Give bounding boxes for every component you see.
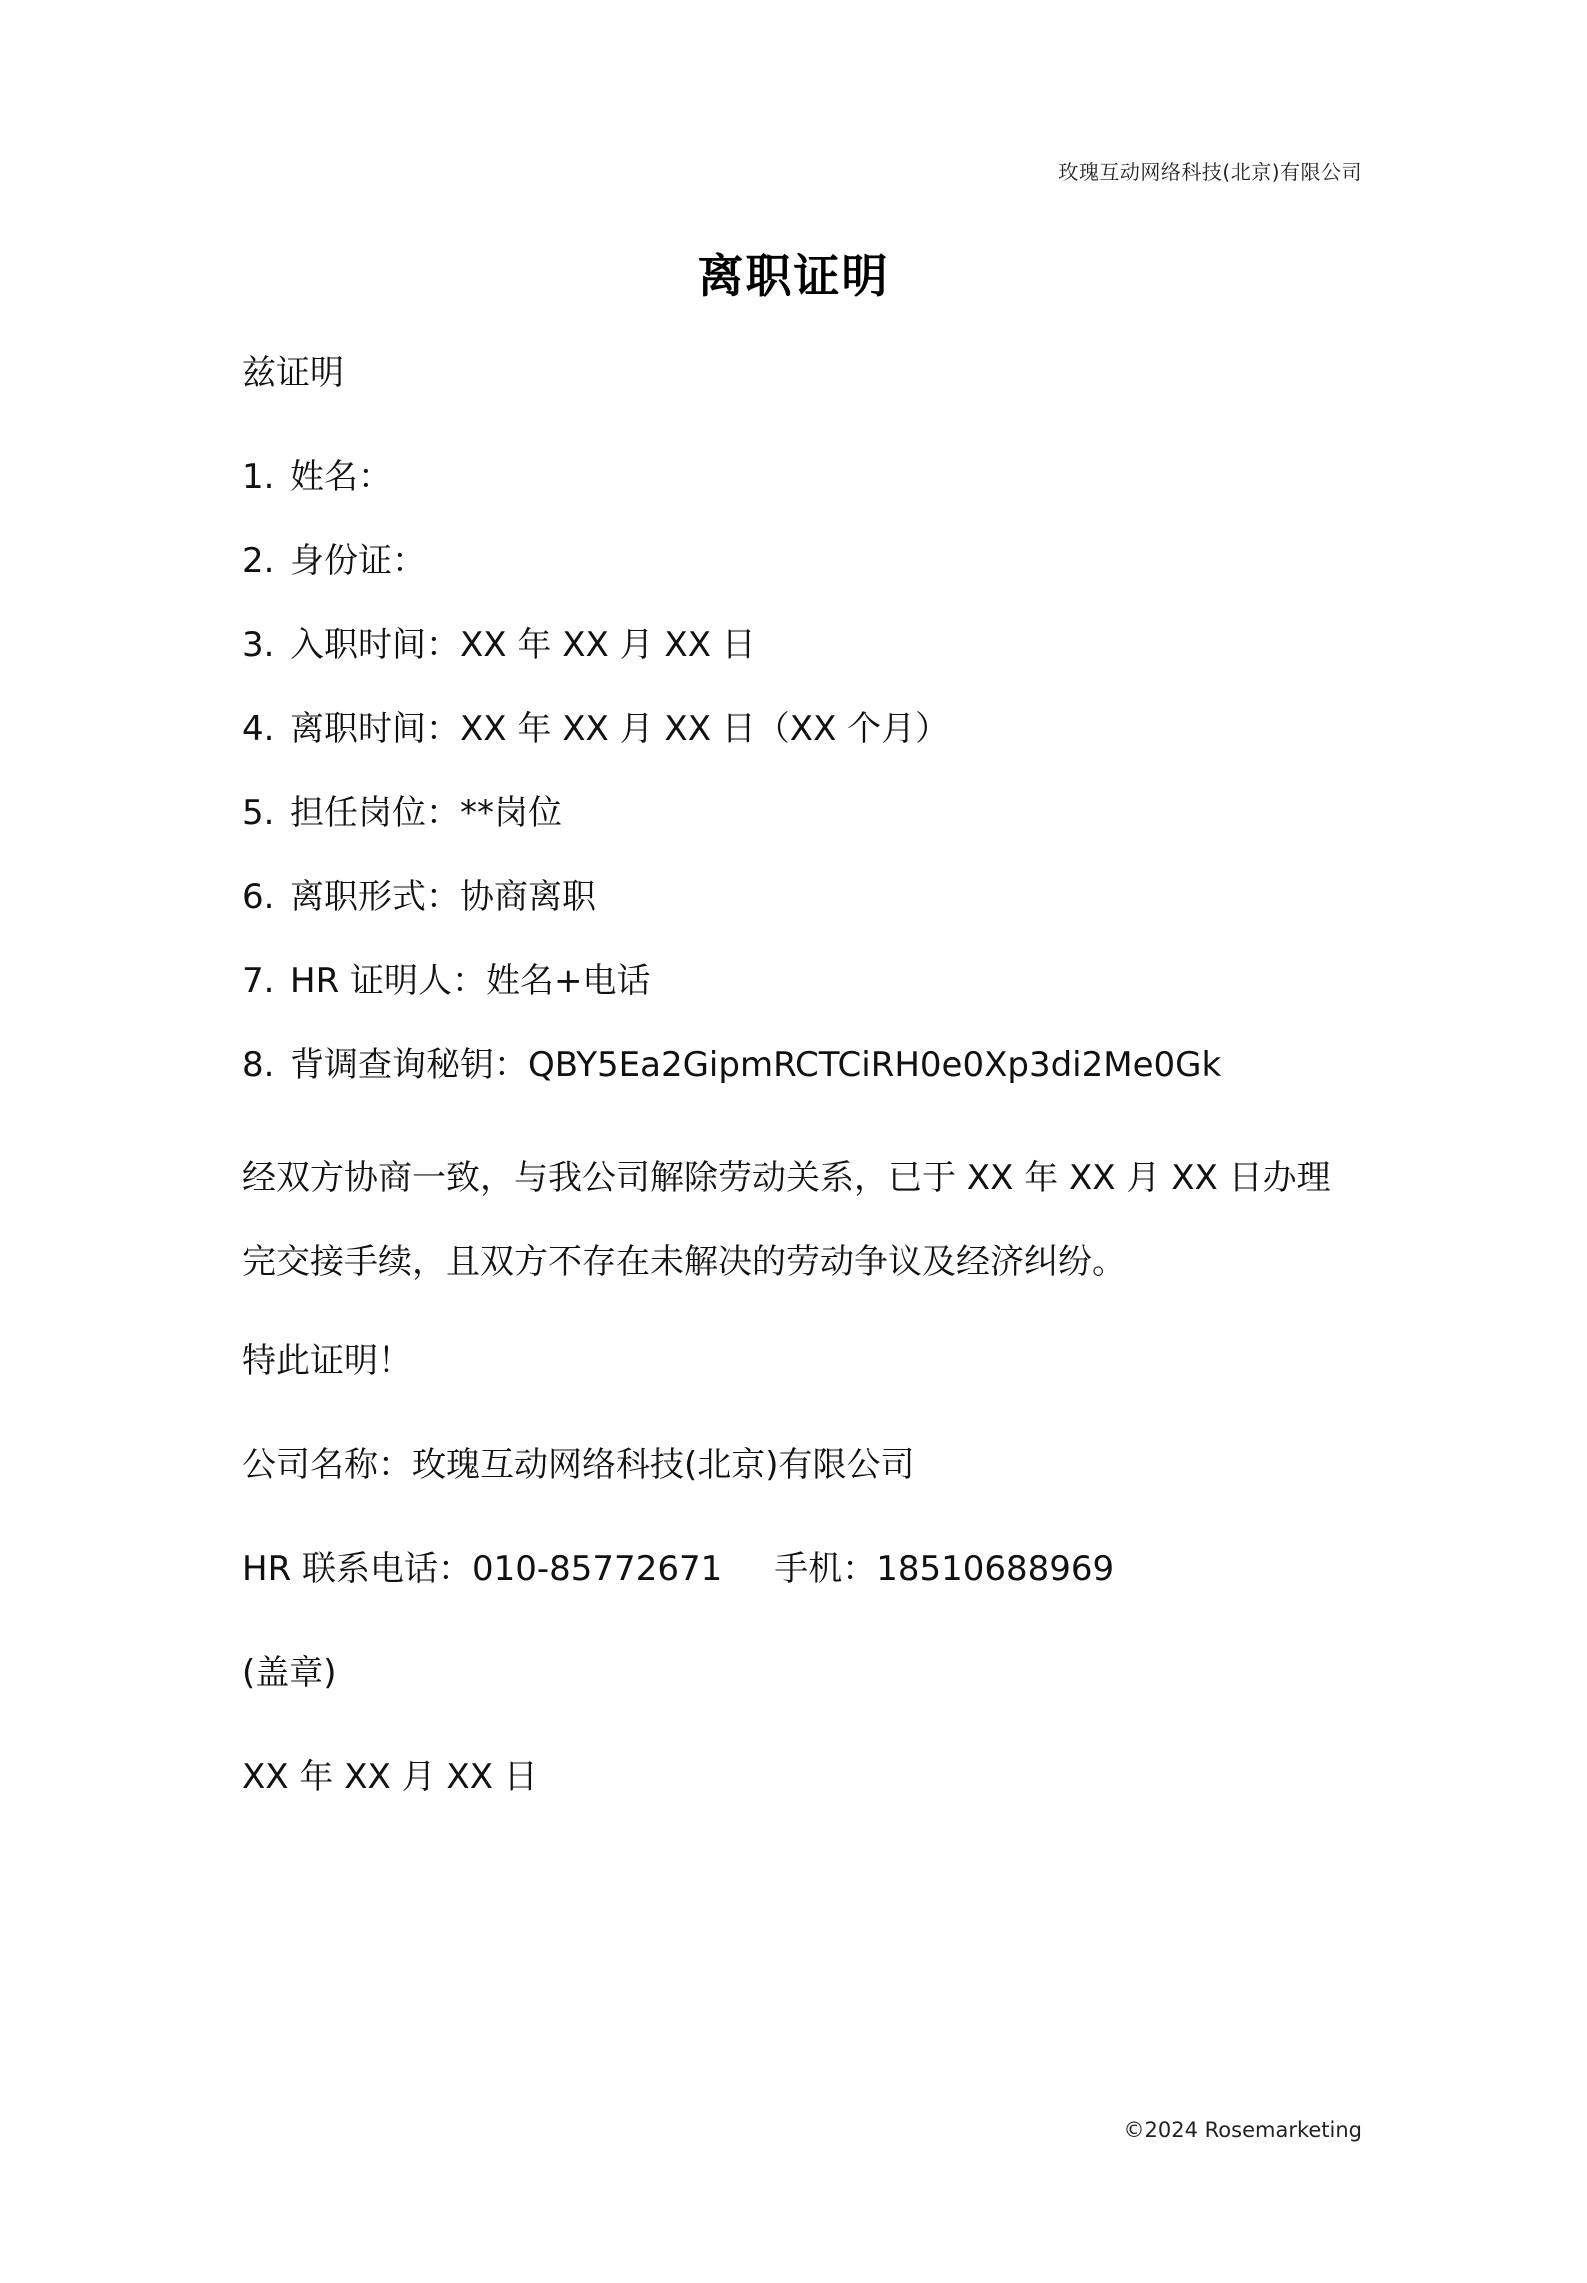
list-number: 4. [242, 709, 275, 749]
list-text: 姓名： [290, 457, 392, 497]
list-item-background-key [242, 1044, 1221, 1087]
list-item-leave-type [242, 876, 596, 919]
list-text: 入职时间：XX 年 XX 月 XX 日 [290, 625, 756, 665]
list-item-entry-date [242, 624, 756, 667]
list-number: 7. [242, 961, 275, 1001]
list-text: 背调查询秘钥：QBY5Ea2GipmRCTCiRH0e0Xp3di2Me0Gk [290, 1045, 1222, 1085]
list-text: HR 证明人：姓名+电话 [290, 961, 651, 1001]
list-item-name [242, 456, 392, 499]
list-number: 5. [242, 793, 275, 833]
closing-text: 特此证明！ [242, 1341, 412, 1381]
footer-copyright: ©2024 Rosemarketing [1123, 2118, 1362, 2142]
list-text: 身份证： [290, 541, 426, 581]
list-item-position [242, 792, 562, 835]
list-item-id [242, 540, 426, 583]
list-number: 3. [242, 625, 275, 665]
hr-phone: HR 联系电话：010-85772671 [242, 1549, 723, 1589]
list-number: 6. [242, 877, 275, 917]
list-number: 8. [242, 1045, 275, 1085]
signature-date: XX 年 XX 月 XX 日 [242, 1757, 538, 1797]
list-item-hr-witness [242, 960, 651, 1003]
list-number: 2. [242, 541, 275, 581]
contact-line [242, 1548, 1114, 1591]
mobile-phone: 手机：18510688969 [774, 1549, 1115, 1589]
list-item-leave-date [242, 708, 949, 751]
list-number: 1. [242, 457, 275, 497]
seal-text: (盖章) [242, 1653, 337, 1693]
statement-paragraph: 经双方协商一致，与我公司解除劳动关系，已于 XX 年 XX 月 XX 日办理完交接手续，且双方不存在未解决的劳动争议及经济纠纷。 [242, 1158, 1331, 1282]
list-text: 担任岗位：**岗位 [290, 793, 562, 833]
intro-text: 兹证明 [242, 353, 344, 393]
header-company-name: 玫瑰互动网络科技(北京)有限公司 [1058, 160, 1362, 184]
document-title: 离职证明 [697, 249, 890, 303]
company-name-line: 公司名称：玫瑰互动网络科技(北京)有限公司 [242, 1445, 915, 1485]
list-text: 离职形式：协商离职 [290, 877, 596, 917]
list-text: 离职时间：XX 年 XX 月 XX 日（XX 个月） [290, 709, 950, 749]
